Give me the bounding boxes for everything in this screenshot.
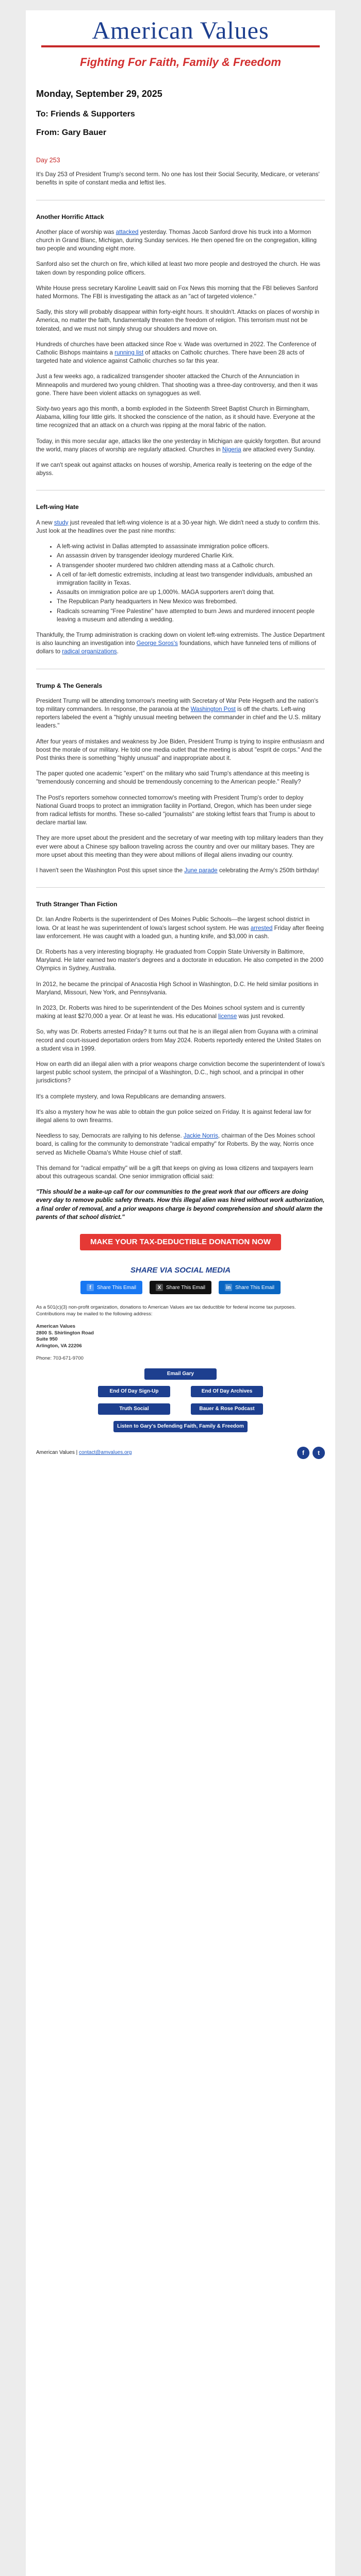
paragraph: Dr. Ian Andre Roberts is the superintendent of Des Moines Public Schools—the largest school district in Iowa. Or at least he was superintendent of Iowa's largest school system. He was arrested Friday after fleeing law enforcement. He was caught with a loaded gun, a hunting knife, and $3,000 in cash. [36,916,324,940]
intro: It's Day 253 of President Trump's second term. No one has lost their Social Security, Medicare, or veterans' benefits in spite of constant media and leftist lies. [36,171,320,187]
paragraph: Today, in this more secular age, attacks like the one yesterday in Michigan are quickly forgotten. But around the world, many places of worship are regularly attacked. Churches in Nigeria are attacked every Sunday. [36,437,321,453]
email-gary-row [26,1368,335,1380]
mailing-address [36,1324,325,1349]
paragraph: Dr. Roberts has a very interesting biography. He graduated from Coppin State University in Baltimore, Maryland. He later earned two master's degrees and a doctorate in education. He also competed in the 2000 Olympics in Sydney, Australia. [36,948,324,972]
contact-email-link[interactable]: contact@amvalues.org [79,1450,132,1456]
list-item: • A left-wing activist in Dallas attempted to assassinate immigration police officers. [57,543,325,551]
email-gary-button[interactable]: Email Gary [144,1368,217,1380]
paragraph: If we can't speak out against attacks on houses of worship, America really is teetering on the edge of the abyss. [36,462,312,477]
logo: American Values [92,17,269,44]
facebook-share-label: Share This Email [97,1284,137,1291]
eod-row [26,1386,335,1397]
paragraph: This demand for "radical empathy" will be a gift that keeps on giving as Iowa citizens and taxpayers learn about this outrageous scandal. One senior immigration official said: [36,1164,314,1180]
phone: Phone: 703-671-9700 [36,1355,84,1362]
social-row [26,1403,335,1415]
arrested-link[interactable]: arrested [250,924,273,931]
paragraph: Needless to say, Democrats are rallying to his defense. Jackie Norris, chairman of the Des Moines school board, is calling for the community to demonstrate "radical empathy" for Roberts. By the way, Norris once served as Michelle Obama's White House chief of staff. [36,1132,315,1156]
facebook-icon: f [87,1284,94,1291]
paragraph: It's also a mystery how he was able to obtain the gun police seized on Friday. It is against federal law for illegal aliens to own firearms. [36,1108,311,1124]
pull-quote: "This should be a wake-up call for our communities to the great work that our officers are doing every day to remove public safety threats. How this illegal alien was hired without work authorization, a final order of removal, and a prior weapons charge is beyond comprehension and should alarm the parents of that school district." [36,1189,325,1221]
tax-disclaimer: As a 501(c)(3) non-profit organization, donations to American Values are tax deductible for federal income tax purposes. Contributions may be mailed to the following address: [36,1304,296,1317]
paragraph: Thankfully, the Trump administration is cracking down on violent left-wing extremists. The Justice Department is also launching an investigation into George Soros's foundations, which have funneled tens of millions of dollars to radical organizations. [36,631,325,655]
address-org: American Values [36,1324,76,1330]
listen-row [26,1421,335,1440]
x-share-button[interactable] [150,1281,211,1294]
day-count: Day 253 [36,157,60,164]
truth-social-button[interactable]: Truth Social [98,1403,170,1415]
section-title: Truth Stranger Than Fiction [36,901,118,908]
address-city: Arlington, VA 22206 [36,1343,82,1349]
facebook-share-button[interactable] [80,1281,142,1294]
x-icon: X [156,1284,163,1291]
running-list-link[interactable]: running list [114,349,144,357]
jackie-norris-link[interactable]: Jackie Norris [183,1132,218,1140]
paragraph: So, why was Dr. Roberts arrested Friday? It turns out that he is an illegal alien from Guyana with a criminal record and court-issued deportation orders from May 2024. Roberts reportedly entered the United States on a student visa in 1999. [36,1028,321,1052]
paragraph: In 2023, Dr. Roberts was hired to be superintendent of the Des Moines school system and is currently making at least $270,000 a year. Or at least he was. His educational license was just revoked. [36,1005,305,1020]
divider [36,887,325,888]
section-title: Left-wing Hate [36,503,79,511]
list-item: • The Republican Party headquarters in New Mexico was firebombed. [57,598,325,606]
twitter-icon[interactable]: t [313,1447,325,1459]
paragraph: Just a few weeks ago, a radicalized transgender shooter attacked the Church of the Annunciation in Minneapolis and murdered two young children. That shooting was a three-day controversy, and then it was gone. There have been violent attacks on synagogues as well. [36,373,318,397]
paragraph: Another place of worship was attacked yesterday. Thomas Jacob Sanford drove his truck into a Mormon church in Grand Blanc, Michigan, during Sunday services. He then opened fire on the congregation, killing two people and wounding eight more. [36,228,317,252]
paragraph: How on earth did an illegal alien with a prior weapons charge conviction become the superintendent of Iowa's largest public school system, the principal of a Washington, D.C., high school, and a principal in other jurisdictions? [36,1061,325,1084]
radical-organizations-link[interactable]: radical organizations [62,648,117,655]
list-item: • A transgender shooter murdered two children attending mass at a Catholic church. [57,562,325,570]
paragraph: Sixty-two years ago this month, a bomb exploded in the Sixteenth Street Baptist Church in Birmingham, Alabama, killing four little girls. It shocked the conscience of the nation, as it should have. Everyone at the time recognized that an attack on a church was ripping at the moral fabric of the nation. [36,405,315,429]
list-item: • Radicals screaming "Free Palestine" have attempted to burn Jews and murdered innocent people leaving a museum and attending a wedding. [57,607,325,624]
list-item: • A cell of far-left domestic extremists, including at least two transgender individuals, ambushed an immigration facility in Texas. [57,571,325,587]
from-line: From: Gary Bauer [36,128,107,137]
article [26,156,335,1222]
to-line: To: Friends & Supporters [36,110,135,118]
memo-header [26,89,335,138]
paragraph: In 2012, he became the principal of Anacostia High School in Washington, D.C. He held similar positions in Maryland, Missouri, New York, and Pennsylvania. [36,980,319,996]
address-suite: Suite 950 [36,1336,58,1343]
paragraph: Sanford also set the church on fire, which killed at least two more people and destroyed the church. He was taken down by responding police officers. [36,261,321,276]
date-heading: Monday, September 29, 2025 [36,89,162,99]
study-link[interactable]: study [54,519,69,526]
tagline: Fighting For Faith, Family & Freedom [80,56,281,69]
end-of-day-signup-button[interactable]: End Of Day Sign-Up [98,1386,170,1397]
washington-post-link[interactable]: Washington Post [190,705,236,713]
footer-info [26,1304,335,1362]
paragraph: It's a complete mystery, and Iowa Republicans are demanding answers. [36,1093,226,1100]
share-buttons [26,1281,335,1294]
logo-underline [41,45,320,47]
paragraph: The Post's reporters somehow connected tomorrow's meeting with President Trump's order to deploy National Guard troops to protect an immigration facility in Portland, Oregon, which has been under siege from radical leftists for months. These so-called "journalists" are stoking leftist fears that Trump is about to declare martial law. [36,794,315,826]
end-of-day-archives-button[interactable]: End Of Day Archives [191,1386,263,1397]
share-heading: SHARE VIA SOCIAL MEDIA [130,1266,231,1275]
paragraph: Hundreds of churches have been attacked since Roe v. Wade was overturned in 2022. The Conference of Catholic Bishops maintains a running list of attacks on Catholic churches. There have been 28 acts of targeted hate and violence against Catholic churches so far this year. [36,341,317,365]
paragraph: The paper quoted one academic "expert" on the military who said Trump's attendance at this meeting is "tremendously concerning and should be tremendously concerning to the American people." Really? [36,770,309,786]
june-parade-link[interactable]: June parade [184,867,218,874]
attacked-link[interactable]: attacked [116,228,139,235]
paragraph: After four years of mistakes and weakness by Joe Biden, President Trump is trying to inspire enthusiasm and boost the morale of our military. He told one media outlet that the meeting is about "esprit de corps." And the Post thinks there is something "highly unusual" and inappropriate about it. [36,738,324,761]
section-title: Another Horrific Attack [36,213,104,221]
masthead [26,10,335,69]
contact-text: American Values | contact@amvalues.org [36,1450,132,1456]
paragraph: White House press secretary Karoline Leavitt said on Fox News this morning that the FBI believes Sanford hated Mormons. The FBI is investigating the attack as an "act of targeted violence." [36,284,318,300]
paragraph: President Trump will be attending tomorrow's meeting with Secretary of War Pete Hegseth and the nation's top military commanders. In response, the paranoia at the Washington Post is off the charts. Left-wing reporters labeled the event a "highly unusual meeting between the commander in chief and the U.S. military leaders." [36,697,321,730]
headline-list [36,543,325,624]
license-link[interactable]: license [218,1013,237,1020]
paragraph: Sadly, this story will probably disappear within forty-eight hours. It shouldn't. Attacks on places of worship in America, no matter the faith, fundamentally threaten the freedom of religion. This terrorism must not be tolerated, and we must not simply shrug our shoulders and move on. [36,309,320,332]
paragraph: I haven't seen the Washington Post this upset since the June parade celebrating the Army's 250th birthday! [36,867,319,874]
paragraph: They are more upset about the president and the secretary of war meeting with top military leaders than they ever were about a Chinese spy balloon traveling across the country and over our military bases. They are more upset about this meeting than they were about millions of illegal aliens invading our country. [36,835,323,858]
linkedin-share-button[interactable] [219,1281,281,1294]
nigeria-link[interactable]: Nigeria [222,446,241,453]
contact-line [26,1447,335,1459]
list-item: • An assassin driven by transgender ideology murdered Charlie Kirk. [57,552,325,560]
address-street: 2800 S. Shirlington Road [36,1330,94,1336]
podcast-button[interactable]: Bauer & Rose Podcast [191,1403,263,1415]
section-title: Trump & The Generals [36,682,103,689]
email-body [26,10,335,2576]
x-share-label: Share This Email [166,1284,205,1291]
linkedin-icon: in [225,1284,232,1291]
paragraph: A new study just revealed that left-wing violence is at a 30-year high. We didn't need a study to confirm this. Just look at the headlines over the past nine months: [36,519,320,534]
list-item: • Assaults on immigration police are up 1,000%. MAGA supporters aren't doing that. [57,588,325,597]
soros-link[interactable]: George Soros's [136,640,178,647]
linkedin-share-label: Share This Email [235,1284,274,1291]
facebook-icon[interactable]: f [297,1447,309,1459]
social-icons [297,1447,325,1459]
donate-button[interactable]: MAKE YOUR TAX-DEDUCTIBLE DONATION NOW [80,1234,281,1250]
listen-podcasts-button[interactable]: Listen to Gary's Defending Faith, Family & Freedom podcasts [113,1421,248,1432]
